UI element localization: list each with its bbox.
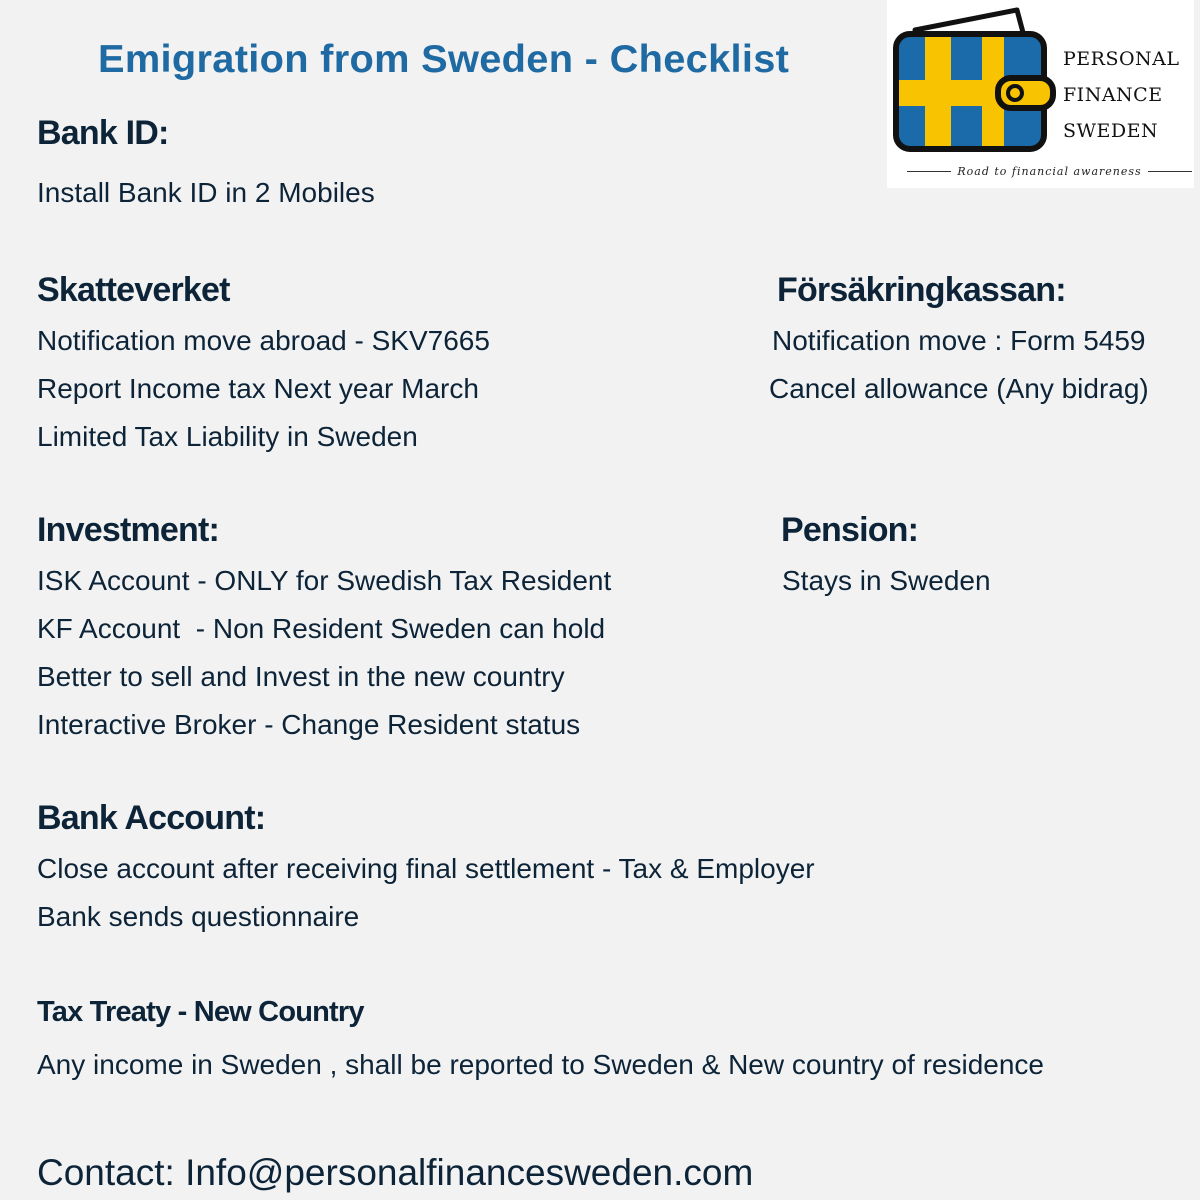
section-heading-pension: Pension: [781,511,919,549]
list-item: KF Account - Non Resident Sweden can hold [37,613,606,644]
section-heading-investment: Investment: [37,511,220,549]
logo-text-line-1: PERSONAL [1063,48,1180,70]
section-heading-bank-id: Bank ID: [37,114,169,152]
section-heading-tax-treaty: Tax Treaty - New Country [37,996,364,1028]
section-heading-forsakringskassan: Försäkringkassan: [777,271,1066,309]
tagline-rule-left [907,171,951,172]
tagline-text: Road to financial awareness [957,165,1142,178]
list-item: Close account after receiving final settlement - Tax & Employer [37,853,815,884]
brand-logo [887,0,1194,188]
list-item: Bank sends questionnaire [37,901,360,932]
sweden-flag-wallet-icon [887,0,1057,165]
logo-tagline [907,165,1192,178]
list-item: Notification move abroad - SKV7665 [37,325,490,356]
list-item: Better to sell and Invest in the new country [37,661,565,692]
contact-info: Contact: Info@personalfinancesweden.com [37,1152,754,1193]
tagline-rule-right [1148,171,1192,172]
list-item: Install Bank ID in 2 Mobiles [37,177,375,208]
list-item: ISK Account - ONLY for Swedish Tax Resident [37,565,612,596]
section-heading-skatteverket: Skatteverket [37,271,230,309]
logo-text-line-2: FINANCE [1063,84,1163,106]
list-item: Any income in Sweden , shall be reported to Sweden & New country of residence [37,1049,1045,1080]
list-item: Interactive Broker - Change Resident status [37,709,581,740]
section-heading-bank-account: Bank Account: [37,799,266,837]
list-item: Limited Tax Liability in Sweden [37,421,418,452]
page-title: Emigration from Sweden - Checklist [98,38,790,81]
list-item: Stays in Sweden [782,565,991,596]
list-item: Notification move : Form 5459 [772,325,1146,356]
list-item: Cancel allowance (Any bidrag) [769,373,1149,404]
list-item: Report Income tax Next year March [37,373,479,404]
logo-text-line-3: SWEDEN [1063,120,1159,142]
